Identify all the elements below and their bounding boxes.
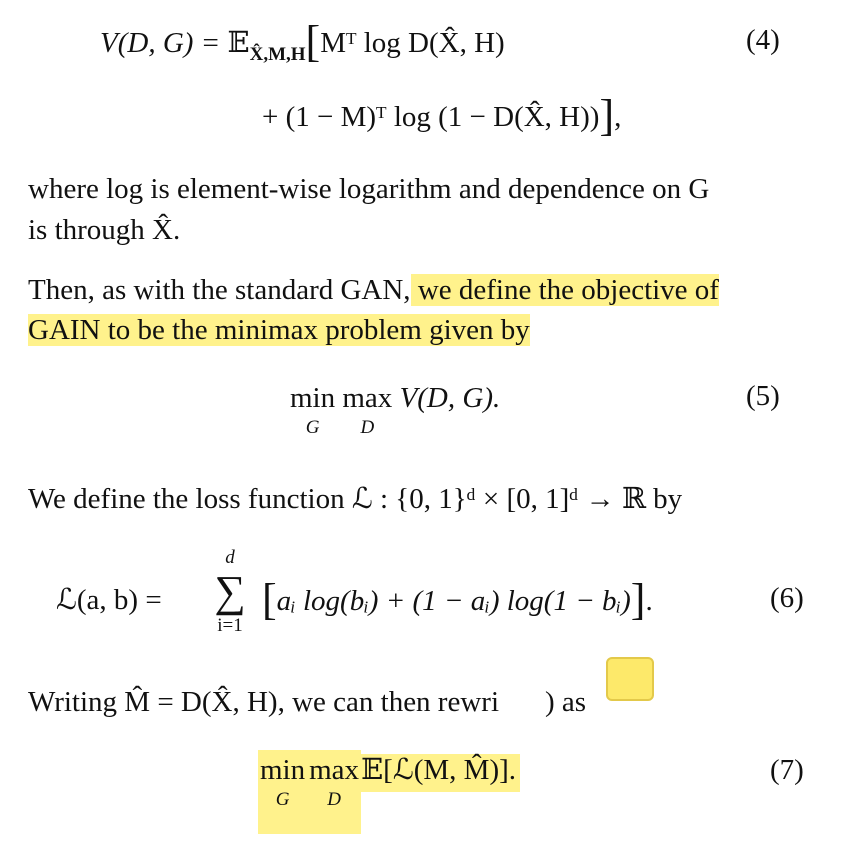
equation-4-number: (4) xyxy=(746,24,780,56)
equation-7-number: (7) xyxy=(770,754,804,786)
equation-4-line-2-term: + (1 − M)ᵀ log (1 − D(X̂, H)) xyxy=(262,101,600,133)
equation-7-max: max xyxy=(309,754,360,786)
equation-7-min-subscript: G xyxy=(275,789,290,810)
equation-6-sigma: ∑ xyxy=(214,567,246,616)
equation-4-expectation: 𝔼 xyxy=(227,27,250,59)
equation-5-body: V(D, G). xyxy=(399,382,501,414)
equation-5-min-block xyxy=(290,378,335,462)
equation-5-max-subscript: D xyxy=(360,417,375,438)
equation-6-lhs-text: ℒ(a, b) = xyxy=(56,584,162,616)
paragraph-4-part-1: Writing M̂ = D(X̂, H), we can then rewri xyxy=(28,686,499,718)
equation-6-sum xyxy=(204,548,256,636)
equation-4-line-1-term: Mᵀ log D(X̂, H) xyxy=(320,27,505,59)
equation-5-max: max xyxy=(342,382,393,414)
equation-7 xyxy=(258,750,520,834)
equation-4-open-bracket: [ xyxy=(305,17,321,66)
equation-7-min-block xyxy=(258,750,307,834)
equation-4-close-bracket: ] xyxy=(599,91,615,140)
equation-7-max-block xyxy=(307,750,361,834)
equation-7-body: 𝔼[ℒ(M, M̂)]. xyxy=(361,754,520,792)
equation-6-lhs xyxy=(56,580,162,620)
equation-6-body: [aᵢ log(bᵢ) + (1 − aᵢ) log(1 − bᵢ)]. xyxy=(262,575,653,624)
equation-5-min: min xyxy=(290,382,336,414)
paragraph-2-line-2 xyxy=(28,310,530,350)
paragraph-1-line-1: where log is element-wise logarithm and dependence on G xyxy=(28,173,710,205)
paragraph-3: We define the loss function ℒ : {0, 1}ᵈ × [0, 1]ᵈ → ℝ by xyxy=(28,483,683,515)
equation-5-max-block xyxy=(342,378,392,462)
equation-6-sum-top: d xyxy=(225,547,235,568)
paragraph-2-line-1 xyxy=(28,270,719,310)
equation-7-max-subscript: D xyxy=(327,789,341,810)
sticky-note-icon[interactable] xyxy=(606,657,654,701)
equation-4-line-1 xyxy=(100,17,505,75)
paragraph-4 xyxy=(28,682,586,722)
equation-4-lhs: V(D, G) = xyxy=(100,27,228,59)
equation-7-min: min xyxy=(260,754,306,786)
equation-4-expectation-subscript: X̂,M,H xyxy=(249,44,306,65)
paragraph-2-line-2-highlight: GAIN to be the minimax problem given by xyxy=(28,314,530,346)
paragraph-1-line-2: is through X̂. xyxy=(28,214,181,246)
paragraph-4-part-2: ) as xyxy=(545,686,587,718)
equation-6-sum-bottom: i=1 xyxy=(217,615,243,636)
equation-6-number: (6) xyxy=(770,582,804,614)
equation-5-min-subscript: G xyxy=(305,417,320,438)
equation-5-number: (5) xyxy=(746,380,780,412)
paragraph-2-line-1-plain: Then, as with the standard GAN, xyxy=(28,274,411,306)
equation-6-body-text: aᵢ log(bᵢ) + (1 − aᵢ) log(1 − bᵢ) xyxy=(276,585,631,617)
paragraph-2-line-1-highlight: we define the objective of xyxy=(410,274,719,306)
equation-4-line-2: + (1 − M)ᵀ log (1 − D(X̂, H))], xyxy=(262,91,622,140)
equation-5 xyxy=(290,378,500,462)
